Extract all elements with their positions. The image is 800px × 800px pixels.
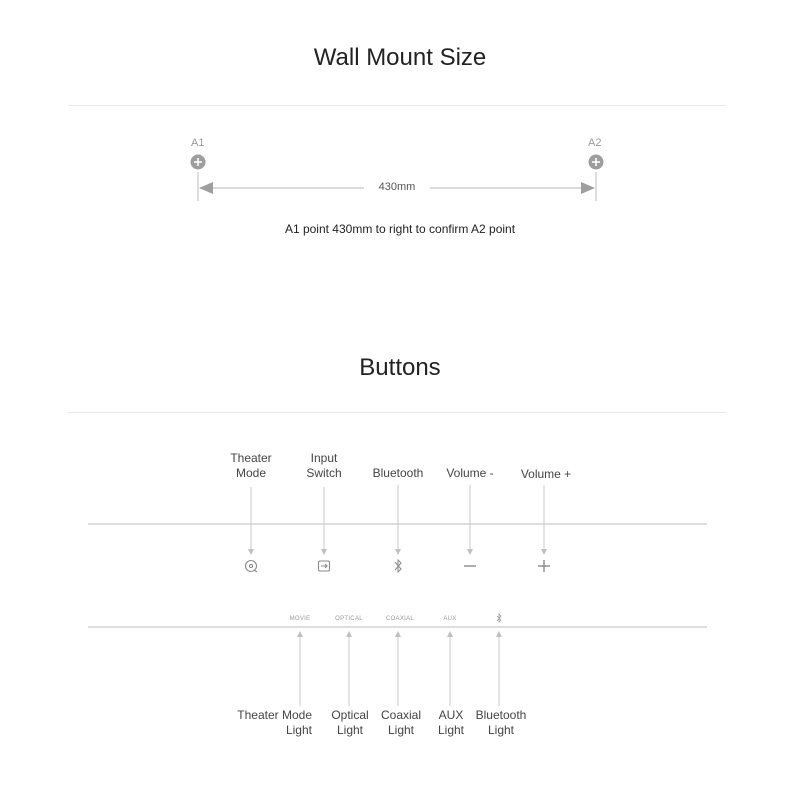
coaxial-light-label: Coaxial Light <box>380 708 422 737</box>
distance-label: 430mm <box>378 181 416 193</box>
wall-mount-title: Wall Mount Size <box>313 44 487 71</box>
input-switch-icon <box>319 561 330 571</box>
optical-tag: OPTICAL <box>335 616 363 622</box>
right-arrow-icon <box>581 182 595 194</box>
theater-mode-button-label: Theater Mode <box>230 451 272 480</box>
plus-icon <box>538 560 550 572</box>
input-switch-button-label: Input Switch <box>306 451 342 480</box>
volume-up-button-label: Volume + <box>520 467 572 481</box>
volume-down-button-label: Volume - <box>446 466 494 480</box>
aux-tag: AUX <box>443 616 457 622</box>
movie-tag: MOVIE <box>289 616 311 622</box>
bluetooth-button-label: Bluetooth <box>372 466 424 480</box>
left-arrow-icon <box>199 182 213 194</box>
wall-mount-caption: A1 point 430mm to right to confirm A2 point <box>284 222 516 236</box>
bluetooth-icon <box>395 560 401 572</box>
theater-mode-light-label: Theater Mode Light <box>237 708 312 737</box>
bluetooth-light-icon <box>497 614 501 622</box>
buttons-divider <box>68 412 726 413</box>
aux-light-label: AUX Light <box>437 708 465 737</box>
theater-mode-icon <box>246 561 258 573</box>
coaxial-tag: COAXIAL <box>385 616 415 622</box>
point-a1-label: A1 <box>191 137 205 149</box>
bluetooth-light-label: Bluetooth Light <box>475 708 527 737</box>
point-a2-label: A2 <box>588 137 602 149</box>
optical-light-label: Optical Light <box>331 708 369 737</box>
a2-marker-icon <box>589 155 604 170</box>
a1-marker-icon <box>191 155 206 170</box>
buttons-title: Buttons <box>359 354 441 381</box>
